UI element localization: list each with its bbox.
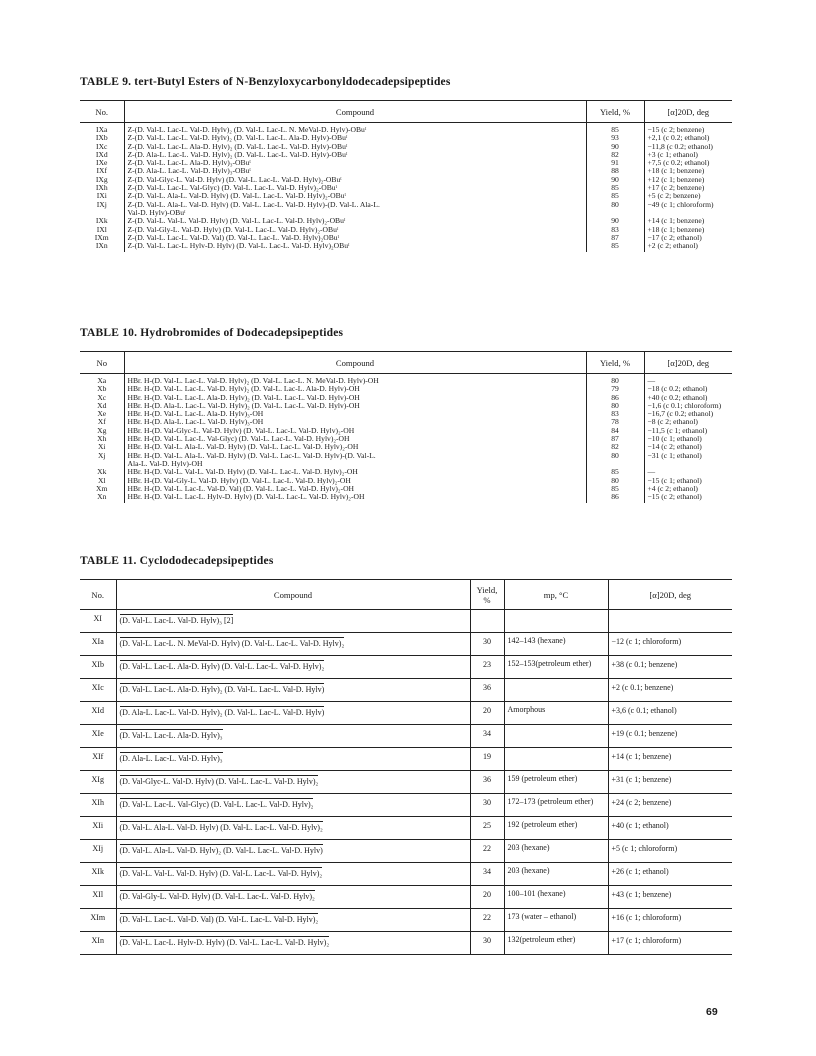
table-row [80, 242, 732, 252]
row-compound: HBr. H-(D. Val-L. Lac-L. Ala-D. Hylv)₃-OH [124, 410, 586, 418]
table-row [80, 167, 732, 175]
row-number: IXd [95, 150, 108, 159]
table11-section [80, 555, 732, 955]
row-number: XIj [80, 840, 116, 863]
row-compound [116, 794, 470, 817]
row-rotation: +5 (c 1; chloroform) [608, 840, 732, 863]
row-number: XIl [80, 886, 116, 909]
row-rotation: +2 (c 0.1; benzene) [608, 679, 732, 702]
row-number: XIg [80, 771, 116, 794]
table9-header-rotation: [α]20D, deg [644, 101, 732, 123]
row-yield: 85 [586, 485, 644, 493]
row-rotation: +2 (c 2; ethanol) [644, 242, 732, 252]
row-number: XId [80, 702, 116, 725]
table-row [80, 435, 732, 443]
row-compound: HBr. H-(D. Val-Gly-L. Val-D. Hylv) (D. Val-L. Lac-L. Val-D. Hylv)₂-OH [124, 477, 586, 485]
row-number: Xb [97, 385, 107, 394]
row-rotation: +26 (c 1; ethanol) [608, 863, 732, 886]
table11-header-compound: Compound [116, 580, 470, 610]
row-yield [586, 209, 644, 217]
row-yield: 87 [586, 234, 644, 242]
row-number: Xd [97, 401, 107, 410]
row-mp: 132(petroleum ether) [504, 932, 608, 955]
row-number: IXm [94, 233, 109, 242]
row-number: XIi [80, 817, 116, 840]
row-yield: 25 [470, 817, 504, 840]
row-number: Xc [97, 393, 107, 402]
table10-header-compound: Compound [124, 352, 586, 374]
table-row [80, 443, 732, 451]
table-row [80, 886, 732, 909]
row-compound [116, 932, 470, 955]
row-compound [116, 886, 470, 909]
table-row [80, 468, 732, 476]
row-mp: 152–153(petroleum ether) [504, 656, 608, 679]
table-row [80, 460, 732, 468]
row-yield: 20 [470, 886, 504, 909]
row-yield: 22 [470, 909, 504, 932]
row-compound: Z-(D. Val-L. Val-L. Val-D. Hylv) (D. Val-L. Lac-L. Val-D. Hylv)₂-OBuᵗ [124, 217, 586, 225]
row-yield: 80 [586, 477, 644, 485]
row-yield: 30 [470, 633, 504, 656]
page-number: 69 [706, 1006, 718, 1018]
row-number: Xl [97, 476, 106, 485]
row-yield: 20 [470, 702, 504, 725]
row-number: IXa [96, 126, 108, 134]
row-yield: 22 [470, 840, 504, 863]
row-compound-text: (D. Val-L. Lac-L. Val-D. Hylv)₃ [2] [119, 616, 234, 625]
table11-header-no: No. [80, 580, 116, 610]
row-compound: Z-(D. Val-L. Lac-L. Val-D. Val) (D. Val-L. Lac-L. Val-D. Hylv)₂OBuᵗ [124, 234, 586, 242]
row-number: Xk [97, 468, 107, 477]
table-row [80, 863, 732, 886]
row-compound: Z-(D. Val-L. Lac-L. Ala-D. Hylv)₃-OBuᵗ [124, 159, 586, 167]
table-row [80, 477, 732, 485]
row-compound-text: (D. Val-L. Lac-L. Ala-D. Hylv) (D. Val-L. Lac-L. Val-D. Hylv)₂ [119, 662, 325, 671]
row-number: IXk [95, 217, 108, 226]
row-compound: HBr. H-(D. Val-L. Val-L. Val-D. Hylv) (D. Val-L. Lac-L. Val-D. Hylv)₂-OH [124, 468, 586, 476]
row-number: Xi [97, 443, 106, 452]
row-mp: 159 (petroleum ether) [504, 771, 608, 794]
table-row [80, 725, 732, 748]
row-yield: 80 [586, 402, 644, 410]
row-yield: 85 [586, 184, 644, 192]
table-row [80, 748, 732, 771]
row-compound: Val-D. Hylv)-OBuᵗ [124, 209, 586, 217]
row-yield: 82 [586, 151, 644, 159]
table-row [80, 209, 732, 217]
table-row [80, 840, 732, 863]
row-compound-text: (D. Ala-L. Lac-L. Val-D. Hylv)₂ (D. Val-L. Lac-L. Val-D. Hylv) [119, 708, 325, 717]
row-compound: Z-(D. Ala-L. Lac-L. Val-D. Hylv)₃-OBuᵗ [124, 167, 586, 175]
table9-header-compound: Compound [124, 101, 586, 123]
table10-body [80, 374, 732, 504]
row-rotation: +18 (c 1; benzene) [644, 226, 732, 234]
row-yield: 93 [586, 134, 644, 142]
row-rotation: +43 (c 1; benzene) [608, 886, 732, 909]
table9-body [80, 123, 732, 253]
row-compound: Z-(D. Val-L. Ala-L. Val-D. Hylv) (D. Val-L. Lac-L. Val-D. Hylv)-(D. Val-L. Ala-L. [124, 201, 586, 209]
row-compound [116, 840, 470, 863]
row-rotation: +24 (c 2; benzene) [608, 794, 732, 817]
row-yield: 90 [586, 217, 644, 225]
row-rotation: +40 (c 0.2; ethanol) [644, 394, 732, 402]
row-number: Xg [97, 426, 107, 435]
table10-header-yield: Yield, % [586, 352, 644, 374]
table11-header-rotation: [α]20D, deg [608, 580, 732, 610]
row-compound [116, 771, 470, 794]
table9-section [80, 76, 732, 252]
row-compound: HBr. H-(D. Val-L. Ala-L. Val-D. Hylv) (D. Val-L. Lac-L. Val-D. Hylv)-(D. Val-L. [124, 452, 586, 460]
row-yield: 90 [586, 143, 644, 151]
row-rotation: +3 (c 1; ethanol) [644, 151, 732, 159]
row-rotation [608, 610, 732, 633]
row-compound [116, 725, 470, 748]
row-yield: 30 [470, 932, 504, 955]
table-row [80, 427, 732, 435]
row-rotation: +16 (c 1; chloroform) [608, 909, 732, 932]
row-yield: 78 [586, 418, 644, 426]
table-row [80, 394, 732, 402]
row-mp: 100–101 (hexane) [504, 886, 608, 909]
row-yield: 87 [586, 435, 644, 443]
table-row [80, 143, 732, 151]
row-mp [504, 725, 608, 748]
table-row [80, 656, 732, 679]
table-row [80, 184, 732, 192]
table-row [80, 610, 732, 633]
row-yield: 34 [470, 725, 504, 748]
row-number: IXj [96, 200, 107, 209]
row-number: Xa [97, 377, 107, 385]
row-rotation: +3,6 (c 0.1; ethanol) [608, 702, 732, 725]
row-rotation: −15 (c 2; ethanol) [644, 493, 732, 503]
row-compound-text: (D. Val-L. Lac-L. Ala-D. Hylv)₂ (D. Val-L. Lac-L. Val-D. Hylv) [119, 685, 325, 694]
row-number: IXh [95, 184, 108, 193]
row-number: Xe [97, 410, 107, 419]
row-mp: Amorphous [504, 702, 608, 725]
table-row [80, 176, 732, 184]
row-yield: 36 [470, 679, 504, 702]
row-rotation: — [644, 377, 732, 385]
row-number: XIf [80, 748, 116, 771]
table-row [80, 234, 732, 242]
table-row [80, 126, 732, 134]
row-rotation: −8 (c 2; ethanol) [644, 418, 732, 426]
row-mp: 173 (water – ethanol) [504, 909, 608, 932]
row-rotation: −14 (c 2; ethanol) [644, 443, 732, 451]
row-rotation: — [644, 468, 732, 476]
row-number: Xj [97, 451, 106, 460]
table-row [80, 377, 732, 385]
table10-header-no: No [80, 352, 124, 374]
row-yield [586, 460, 644, 468]
table-row [80, 702, 732, 725]
row-number: XIb [80, 656, 116, 679]
table11-body [80, 610, 732, 955]
row-yield: 86 [586, 394, 644, 402]
row-compound [116, 633, 470, 656]
row-rotation: +7,5 (c 0.2; ethanol) [644, 159, 732, 167]
row-compound-text: (D. Val-L. Lac-L. Val-D. Val) (D. Val-L. Lac-L. Val-D. Hylv)₂ [119, 915, 319, 924]
row-compound: HBr. H-(D. Ala-L. Lac-L. Val-D. Hylv)₃-OH [124, 418, 586, 426]
row-yield: 83 [586, 226, 644, 234]
row-yield: 30 [470, 794, 504, 817]
table-row [80, 151, 732, 159]
table9-header-no: No. [80, 101, 124, 123]
row-number [80, 460, 124, 468]
row-number: IXn [95, 242, 108, 251]
row-mp: 142–143 (hexane) [504, 633, 608, 656]
table-row [80, 217, 732, 225]
table9-header-yield: Yield, % [586, 101, 644, 123]
row-yield: 91 [586, 159, 644, 167]
row-compound-text: (D. Val-L. Lac-L. N. MeVal-D. Hylv) (D. Val-L. Lac-L. Val-D. Hylv)₂ [119, 639, 345, 648]
row-compound [116, 656, 470, 679]
row-number: IXe [96, 159, 108, 168]
row-rotation: +5 (c 2; benzene) [644, 192, 732, 200]
table10-caption: TABLE 10. Hydrobromides of Dodecadepsipeptides [80, 327, 344, 339]
row-rotation: −49 (c 1; chloroform) [644, 201, 732, 209]
table-row [80, 909, 732, 932]
table-row [80, 633, 732, 656]
row-compound: HBr. H-(D. Ala-L. Lac-L. Val-D. Hylv)₂ (D. Val-L. Lac-L. Val-D. Hylv)-OH [124, 402, 586, 410]
row-compound: Z-(D. Val-L. Lac-L. Val-D. Hylv)₂ (D. Val-L. Lac-L. Ala-D. Hylv)-OBuᵗ [124, 134, 586, 142]
row-rotation: −1,6 (c 0.1; chloroform) [644, 402, 732, 410]
row-compound: Z-(D. Val-Gly-L. Val-D. Hylv) (D. Val-L. Lac-L. Val-D. Hylv)₂-OBuᵗ [124, 226, 586, 234]
row-rotation: −16,7 (c 0.2; ethanol) [644, 410, 732, 418]
table9 [80, 100, 732, 252]
row-rotation: +19 (c 0.1; benzene) [608, 725, 732, 748]
row-rotation: −15 (c 1; ethanol) [644, 477, 732, 485]
table11-header-mp: mp, °C [504, 580, 608, 610]
table-row [80, 932, 732, 955]
row-compound [116, 679, 470, 702]
row-number [80, 209, 124, 217]
row-compound [116, 817, 470, 840]
table-row [80, 794, 732, 817]
row-compound [116, 909, 470, 932]
row-rotation: +18 (c 1; benzene) [644, 167, 732, 175]
table11 [80, 579, 732, 955]
row-compound: HBr. H-(D. Val-L. Lac-L. Val-D. Hylv)₂ (D. Val-L. Lac-L. N. MeVal-D. Hylv)-OH [124, 377, 586, 385]
row-compound: HBr. H-(D. Val-L. Lac-L. Val-D. Hylv)₂ (D. Val-L. Lac-L. Ala-D. Hylv)-OH [124, 385, 586, 393]
row-rotation: +14 (c 1; benzene) [608, 748, 732, 771]
row-yield: 80 [586, 201, 644, 209]
table9-caption: TABLE 9. tert-Butyl Esters of N-Benzyloxycarbonyldodecadepsipeptides [80, 76, 451, 88]
row-rotation: +12 (c 1; benzene) [644, 176, 732, 184]
row-number: XIa [80, 633, 116, 656]
table-row [80, 134, 732, 142]
table-row [80, 679, 732, 702]
row-yield: 84 [586, 427, 644, 435]
table-row [80, 226, 732, 234]
row-yield [470, 610, 504, 633]
row-yield: 23 [470, 656, 504, 679]
row-compound: Z-(D. Val-Glyc-L. Val-D. Hylv) (D. Val-L. Lac-L. Val-D. Hylv)₂-OBuᵗ [124, 176, 586, 184]
table-row [80, 418, 732, 426]
table-row [80, 452, 732, 460]
table11-header-yield: Yield, % [470, 580, 504, 610]
row-rotation: +31 (c 1; benzene) [608, 771, 732, 794]
row-number: Xn [97, 493, 107, 502]
table-row [80, 159, 732, 167]
row-number: Xm [96, 484, 108, 493]
row-rotation: −15 (c 2; benzene) [644, 126, 732, 134]
row-compound: HBr. H-(D. Val-L. Lac-L. Hylv-D. Hylv) (D. Val-L. Lac-L. Val-D. Hylv)₂-OH [124, 493, 586, 503]
row-number: XIc [80, 679, 116, 702]
row-rotation: −17 (c 2; ethanol) [644, 234, 732, 242]
row-rotation: +17 (c 2; benzene) [644, 184, 732, 192]
row-rotation: +2,1 (c 0.2; ethanol) [644, 134, 732, 142]
row-number: IXf [96, 167, 108, 176]
table-row [80, 493, 732, 503]
row-yield: 34 [470, 863, 504, 886]
row-compound [116, 863, 470, 886]
row-number: IXl [96, 225, 107, 234]
row-mp: 192 (petroleum ether) [504, 817, 608, 840]
row-number: XIk [80, 863, 116, 886]
row-number: XIn [80, 932, 116, 955]
row-number: IXc [96, 142, 108, 151]
row-compound: HBr. H-(D. Val-L. Lac-L. Val-D. Val) (D. Val-L. Lac-L. Val-D. Hylv)₂-OH [124, 485, 586, 493]
row-rotation: −10 (c 1; ethanol) [644, 435, 732, 443]
table-row [80, 771, 732, 794]
row-number: XIh [80, 794, 116, 817]
row-compound: Z-(D. Val-L. Lac-L. Hylv-D. Hylv) (D. Val-L. Lac-L. Val-D. Hylv)₂OBuᵗ [124, 242, 586, 252]
row-number: Xh [97, 435, 107, 444]
row-yield: 85 [586, 126, 644, 134]
row-number: Xf [97, 418, 106, 427]
row-yield: 85 [586, 468, 644, 476]
row-mp [504, 610, 608, 633]
row-compound-text: (D. Ala-L. Lac-L. Val-D. Hylv)₃ [119, 754, 223, 763]
row-yield: 90 [586, 176, 644, 184]
table10-header-rotation: [α]20D, deg [644, 352, 732, 374]
row-compound-text: (D. Val-Glyc-L. Val-D. Hylv) (D. Val-L. Lac-L. Val-D. Hylv)₂ [119, 777, 319, 786]
row-rotation: +40 (c 1; ethanol) [608, 817, 732, 840]
row-yield: 36 [470, 771, 504, 794]
row-yield: 85 [586, 192, 644, 200]
row-mp: 203 (hexane) [504, 840, 608, 863]
table10 [80, 351, 732, 503]
row-number: XI [80, 610, 116, 633]
row-rotation [644, 460, 732, 468]
row-compound: HBr. H-(D. Val-L. Lac-L. Val-Glyc) (D. Val-L. Lac-L. Val-D. Hylv)₂-OH [124, 435, 586, 443]
row-mp: 203 (hexane) [504, 863, 608, 886]
row-compound: Z-(D. Ala-L. Lac-L. Val-D. Hylv)₂ (D. Val-L. Lac-L. Val-D. Hylv)-OBuᵗ [124, 151, 586, 159]
row-rotation: −31 (c 1; ethanol) [644, 452, 732, 460]
row-mp [504, 679, 608, 702]
row-rotation: +14 (c 1; benzene) [644, 217, 732, 225]
table-row [80, 817, 732, 840]
row-rotation [644, 209, 732, 217]
row-rotation: +38 (c 0.1; benzene) [608, 656, 732, 679]
row-number: IXb [95, 134, 108, 143]
row-yield: 88 [586, 167, 644, 175]
row-yield: 82 [586, 443, 644, 451]
row-yield: 79 [586, 385, 644, 393]
row-mp: 172–173 (petroleum ether) [504, 794, 608, 817]
row-compound: Z-(D. Val-L. Lac-L. Val-Glyc) (D. Val-L. Lac-L. Val-D. Hylv)₂-OBuᵗ [124, 184, 586, 192]
row-compound-text: (D. Val-L. Ala-L. Val-D. Hylv) (D. Val-L. Lac-L. Val-D. Hylv)₂ [119, 823, 323, 832]
row-compound-text: (D. Val-L. Ala-L. Val-D. Hylv)₂ (D. Val-L. Lac-L. Val-D. Hylv) [119, 846, 323, 855]
row-compound-text: (D. Val-L. Val-L. Val-D. Hylv) (D. Val-L. Lac-L. Val-D. Hylv)₂ [119, 869, 323, 878]
row-rotation: −12 (c 1; chloroform) [608, 633, 732, 656]
row-compound: Z-(D. Val-L. Lac-L. Ala-D. Hylv)₂ (D. Val-L. Lac-L. Val-D. Hylv)-OBuᵗ [124, 143, 586, 151]
row-number: IXg [95, 175, 108, 184]
table-row [80, 192, 732, 200]
row-yield: 19 [470, 748, 504, 771]
row-compound-text: (D. Val-L. Lac-L. Hylv-D. Hylv) (D. Val-L. Lac-L. Val-D. Hylv)₂ [119, 938, 330, 947]
table-row [80, 385, 732, 393]
row-yield: 80 [586, 452, 644, 460]
row-compound [116, 702, 470, 725]
row-rotation: −18 (c 0.2; ethanol) [644, 385, 732, 393]
row-compound-text: (D. Val-Gly-L. Val-D. Hylv) (D. Val-L. Lac-L. Val-D. Hylv)₂ [119, 892, 315, 901]
row-yield: 86 [586, 493, 644, 503]
row-mp [504, 748, 608, 771]
row-compound [116, 748, 470, 771]
row-compound: Z-(D. Val-L. Lac-L. Val-D. Hylv)₂ (D. Val-L. Lac-L. N. MeVal-D. Hylv)-OBuᵗ [124, 126, 586, 134]
row-rotation: +17 (c 1; chloroform) [608, 932, 732, 955]
table-row [80, 410, 732, 418]
row-number: IXi [96, 192, 107, 201]
row-yield: 80 [586, 377, 644, 385]
table11-caption: TABLE 11. Cyclododecadepsipeptides [80, 555, 274, 567]
row-rotation: −11,8 (c 0.2; ethanol) [644, 143, 732, 151]
row-compound: Z-(D. Val-L. Ala-L. Val-D. Hylv) (D. Val-L. Lac-L. Val-D. Hylv)₂-OBuᵗ [124, 192, 586, 200]
row-compound-text: (D. Val-L. Lac-L. Ala-D. Hylv)₃ [119, 731, 223, 740]
row-compound: Ala-L. Val-D. Hylv)-OH [124, 460, 586, 468]
row-compound: HBr. H-(D. Val-L. Lac-L. Ala-D. Hylv)₂ (D. Val-L. Lac-L. Val-D. Hylv)-OH [124, 394, 586, 402]
table-row [80, 485, 732, 493]
row-yield: 85 [586, 242, 644, 252]
row-compound-text: (D. Val-L. Lac-L. Val-Glyc) (D. Val-L. Lac-L. Val-D. Hylv)₂ [119, 800, 314, 809]
row-number: XIm [80, 909, 116, 932]
row-compound: HBr. H-(D. Val-L. Ala-L. Val-D. Hylv) (D. Val-L. Lac-L. Val-D. Hylv)₂-OH [124, 443, 586, 451]
table-row [80, 402, 732, 410]
row-compound [116, 610, 470, 633]
row-yield: 83 [586, 410, 644, 418]
row-compound: HBr. H-(D. Val-Glyc-L. Val-D. Hylv) (D. Val-L. Lac-L. Val-D. Hylv)₂-OH [124, 427, 586, 435]
table-row [80, 201, 732, 209]
table10-section [80, 327, 732, 503]
row-rotation: +4 (c 2; ethanol) [644, 485, 732, 493]
row-number: XIe [80, 725, 116, 748]
row-rotation: −11,5 (c 1; ethanol) [644, 427, 732, 435]
